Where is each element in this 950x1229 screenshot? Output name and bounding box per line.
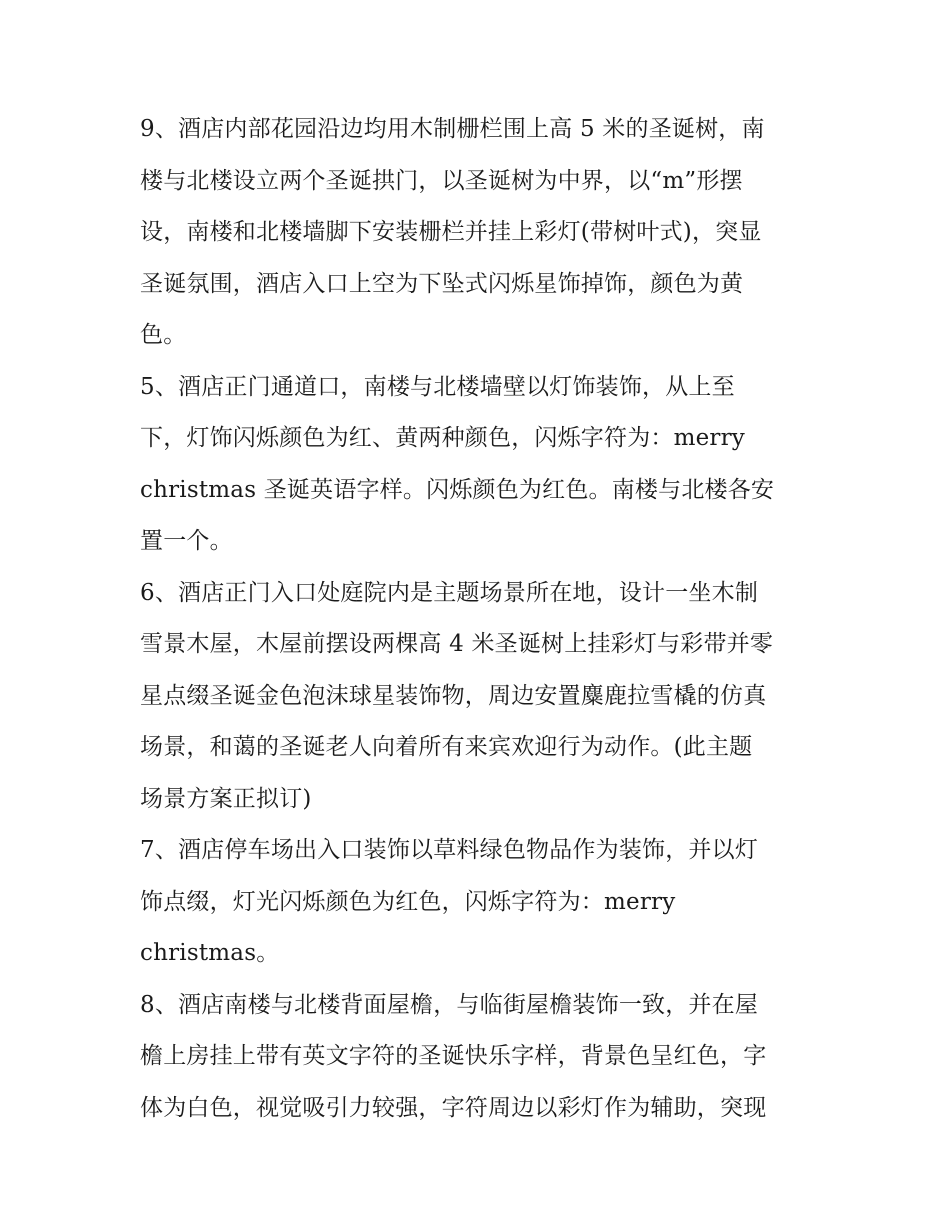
text-line: 场景方案正拟订)	[140, 785, 312, 812]
text-line: christmas 圣诞英语字样。闪烁颜色为红色。南楼与北楼各安	[140, 476, 775, 503]
text-line: 7、酒店停车场出入口装饰以草料绿色物品作为装饰，并以灯	[140, 837, 759, 863]
text-line: 楼与北楼设立两个圣诞拱门，以圣诞树为中界，以“m”形摆	[140, 167, 743, 194]
text-line: christmas。	[140, 940, 280, 966]
text-line: 下，灯饰闪烁颜色为红、黄两种颜色，闪烁字符为：merry	[140, 425, 746, 451]
document-body	[140, 104, 820, 1134]
text-line: 体为白色，视觉吸引力较强，字符周边以彩灯作为辅助，突现	[140, 1094, 767, 1121]
text-line: 8、酒店南楼与北楼背面屋檐，与临街屋檐装饰一致，并在屋	[140, 991, 759, 1018]
text-line: 圣诞氛围，酒店入口上空为下坠式闪烁星饰掉饰，颜色为黄	[140, 270, 744, 297]
text-line: 檐上房挂上带有英文字符的圣诞快乐字样，背景色呈红色，字	[140, 1043, 767, 1069]
text-line: 色。	[140, 322, 187, 348]
text-line: 场景，和蔼的圣诞老人向着所有来宾欢迎行为动作。(此主题	[140, 734, 753, 760]
text-line: 雪景木屋，木屋前摆设两棵高 4 米圣诞树上挂彩灯与彩带并零	[140, 631, 774, 657]
text-line: 5、酒店正门通道口，南楼与北楼墙壁以灯饰装饰，从上至	[140, 373, 735, 400]
text-line: 星点缀圣诞金色泡沫球星装饰物，周边安置麋鹿拉雪橇的仿真	[140, 682, 767, 709]
text-line: 9、酒店内部花园沿边均用木制栅栏围上高 5 米的圣诞树，南	[140, 116, 765, 142]
text-line: 6、酒店正门入口处庭院内是主题场景所在地，设计一坐木制	[140, 579, 759, 606]
text-line: 置一个。	[140, 528, 233, 554]
text-line: 设，南楼和北楼墙脚下安装栅栏并挂上彩灯(带树叶式)，突显	[140, 219, 762, 245]
text-line: 饰点缀，灯光闪烁颜色为红色，闪烁字符为：merry	[140, 888, 676, 915]
